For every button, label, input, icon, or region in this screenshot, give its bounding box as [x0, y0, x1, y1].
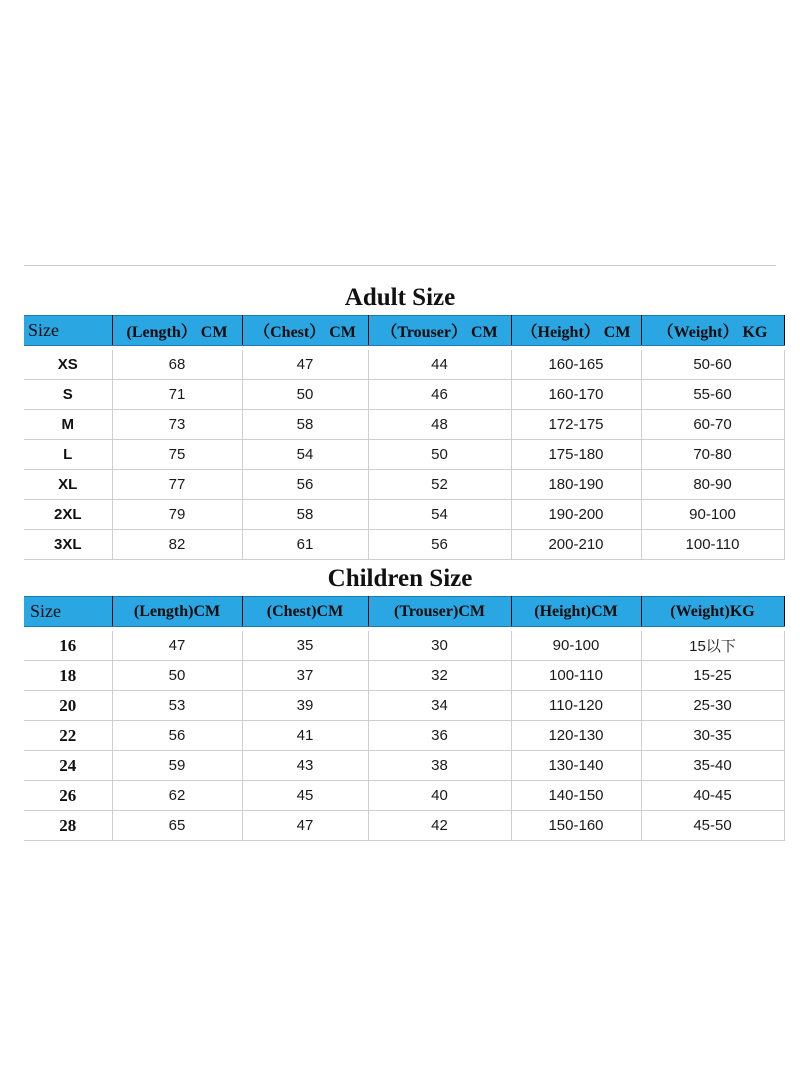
length-cell: 75 [112, 440, 242, 470]
length-cell: 56 [112, 721, 242, 751]
adult-header-length: (Length） CM [112, 316, 242, 346]
chest-cell: 35 [242, 631, 368, 661]
height-cell: 190-200 [511, 500, 641, 530]
chest-cell: 37 [242, 661, 368, 691]
children-size-title: Children Size [327, 565, 473, 592]
height-cell: 180-190 [511, 470, 641, 500]
trouser-cell: 44 [368, 350, 511, 380]
table-row [24, 350, 784, 380]
children-header-chest: (Chest)CM [242, 597, 368, 627]
chest-cell: 56 [242, 470, 368, 500]
table-row [24, 781, 784, 811]
chest-cell: 54 [242, 440, 368, 470]
length-cell: 53 [112, 691, 242, 721]
adult-header-height: （Height） CM [511, 316, 641, 346]
table-row [24, 661, 784, 691]
weight-cell: 15-25 [641, 661, 784, 691]
size-cell: XL [24, 470, 112, 500]
weight-cell: 40-45 [641, 781, 784, 811]
trouser-cell: 42 [368, 811, 511, 841]
trouser-cell: 36 [368, 721, 511, 751]
length-cell: 59 [112, 751, 242, 781]
height-cell: 90-100 [511, 631, 641, 661]
adult-header-trouser: （Trouser） CM [368, 316, 511, 346]
chest-cell: 41 [242, 721, 368, 751]
children-header-row [24, 597, 784, 627]
length-cell: 62 [112, 781, 242, 811]
table-row [24, 530, 784, 560]
table-row [24, 631, 784, 661]
adult-header-chest: （Chest） CM [242, 316, 368, 346]
table-row [24, 380, 784, 410]
trouser-cell: 52 [368, 470, 511, 500]
size-cell: S [24, 380, 112, 410]
trouser-cell: 32 [368, 661, 511, 691]
weight-cell: 30-35 [641, 721, 784, 751]
weight-cell: 100-110 [641, 530, 784, 560]
size-cell: 16 [24, 631, 112, 661]
height-cell: 150-160 [511, 811, 641, 841]
chest-cell: 58 [242, 410, 368, 440]
weight-cell: 50-60 [641, 350, 784, 380]
size-cell: 18 [24, 661, 112, 691]
weight-cell: 80-90 [641, 470, 784, 500]
height-cell: 160-170 [511, 380, 641, 410]
table-row [24, 470, 784, 500]
size-cell: 28 [24, 811, 112, 841]
sheet-top-border [24, 265, 776, 266]
height-cell: 100-110 [511, 661, 641, 691]
table-row [24, 440, 784, 470]
size-cell: 20 [24, 691, 112, 721]
weight-cell: 45-50 [641, 811, 784, 841]
length-cell: 47 [112, 631, 242, 661]
weight-cell: 55-60 [641, 380, 784, 410]
height-cell: 200-210 [511, 530, 641, 560]
chest-cell: 61 [242, 530, 368, 560]
length-cell: 65 [112, 811, 242, 841]
height-cell: 160-165 [511, 350, 641, 380]
children-header-height: (Height)CM [511, 597, 641, 627]
trouser-cell: 50 [368, 440, 511, 470]
children-size-table [24, 596, 785, 841]
chest-cell: 45 [242, 781, 368, 811]
length-cell: 50 [112, 661, 242, 691]
chest-cell: 58 [242, 500, 368, 530]
chest-cell: 47 [242, 811, 368, 841]
trouser-cell: 56 [368, 530, 511, 560]
table-row [24, 500, 784, 530]
length-cell: 68 [112, 350, 242, 380]
size-cell: 26 [24, 781, 112, 811]
trouser-cell: 54 [368, 500, 511, 530]
height-cell: 140-150 [511, 781, 641, 811]
size-cell: XS [24, 350, 112, 380]
trouser-cell: 46 [368, 380, 511, 410]
adult-header-size: Size [24, 316, 112, 346]
table-row [24, 691, 784, 721]
height-cell: 110-120 [511, 691, 641, 721]
weight-cell: 25-30 [641, 691, 784, 721]
weight-cell: 90-100 [641, 500, 784, 530]
weight-cell: 60-70 [641, 410, 784, 440]
height-cell: 172-175 [511, 410, 641, 440]
children-header-length: (Length)CM [112, 597, 242, 627]
trouser-cell: 40 [368, 781, 511, 811]
table-row [24, 410, 784, 440]
length-cell: 71 [112, 380, 242, 410]
chest-cell: 50 [242, 380, 368, 410]
length-cell: 73 [112, 410, 242, 440]
trouser-cell: 48 [368, 410, 511, 440]
height-cell: 175-180 [511, 440, 641, 470]
height-cell: 130-140 [511, 751, 641, 781]
trouser-cell: 38 [368, 751, 511, 781]
size-cell: M [24, 410, 112, 440]
children-header-weight: (Weight)KG [641, 597, 784, 627]
adult-header-weight: （Weight） KG [641, 316, 784, 346]
chest-cell: 43 [242, 751, 368, 781]
chest-cell: 39 [242, 691, 368, 721]
length-cell: 82 [112, 530, 242, 560]
chest-cell: 47 [242, 350, 368, 380]
trouser-cell: 30 [368, 631, 511, 661]
adult-size-table [24, 315, 785, 560]
size-cell: 24 [24, 751, 112, 781]
adult-size-title: Adult Size [344, 284, 456, 311]
size-cell: 22 [24, 721, 112, 751]
length-cell: 77 [112, 470, 242, 500]
weight-cell: 70-80 [641, 440, 784, 470]
table-row [24, 811, 784, 841]
size-cell: L [24, 440, 112, 470]
size-cell: 3XL [24, 530, 112, 560]
size-chart-sheet [24, 265, 776, 835]
height-cell: 120-130 [511, 721, 641, 751]
adult-header-row [24, 316, 784, 346]
trouser-cell: 34 [368, 691, 511, 721]
weight-cell: 15以下 [641, 631, 784, 661]
size-cell: 2XL [24, 500, 112, 530]
table-row [24, 721, 784, 751]
table-row [24, 751, 784, 781]
weight-cell: 35-40 [641, 751, 784, 781]
length-cell: 79 [112, 500, 242, 530]
children-header-size: Size [24, 597, 112, 627]
children-header-trouser: (Trouser)CM [368, 597, 511, 627]
